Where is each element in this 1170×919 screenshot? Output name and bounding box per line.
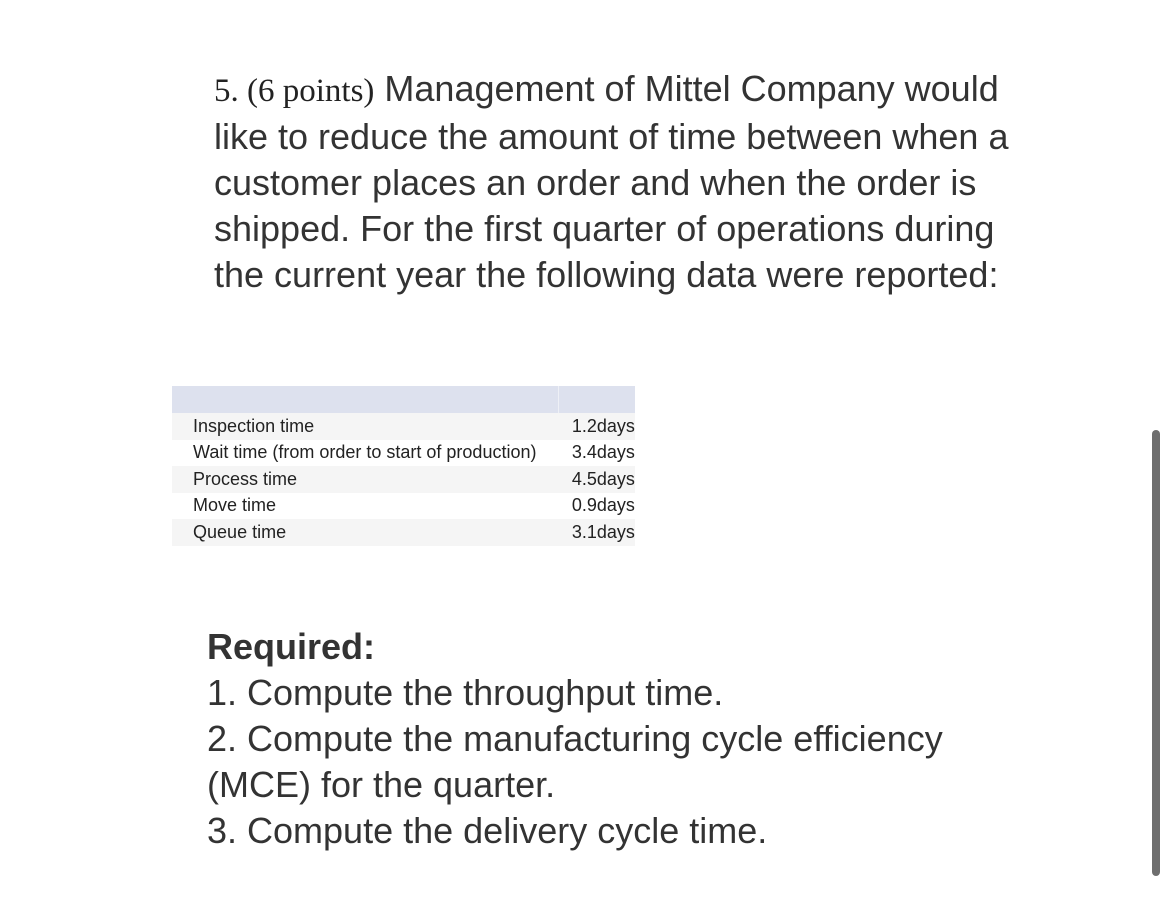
row-label: Queue time: [193, 519, 559, 546]
problem-text: Management of Mittel Company would like to reduce the amount of time between when a customer places an order and when the order is shipped. For the first quarter of operations during the current year the following data were reported:: [214, 68, 1009, 295]
required-item: 3. Compute the delivery cycle time.: [207, 810, 768, 851]
row-label: Inspection time: [193, 413, 559, 440]
required-item: 1. Compute the throughput time.: [207, 672, 724, 713]
table-header-cell: [172, 386, 559, 413]
table-row: [172, 519, 635, 546]
problem-statement: [214, 66, 1014, 298]
row-label: Move time: [193, 495, 277, 516]
table-header-cell: [559, 386, 635, 413]
table-header-row: [172, 386, 635, 413]
table-row: [172, 440, 635, 467]
row-label: Process time: [193, 466, 559, 493]
row-value: 4.5: [559, 466, 597, 493]
row-label: Wait time (from order to start of production): [193, 442, 537, 463]
row-value: 0.9: [571, 495, 597, 516]
row-value: 3.4: [571, 442, 597, 463]
row-unit: days: [597, 519, 635, 546]
table-row: [172, 413, 635, 440]
row-value: 3.1: [559, 519, 597, 546]
row-value: 1.2: [559, 413, 597, 440]
row-unit: days: [597, 466, 635, 493]
required-heading: Required:: [207, 626, 376, 667]
problem-number: 5. (6 points): [214, 73, 375, 109]
row-unit: days: [596, 442, 635, 463]
row-unit: days: [596, 495, 635, 516]
time-data-table: [172, 386, 635, 546]
table-row: [172, 466, 635, 493]
required-item: 2. Compute the manufacturing cycle efficiency (MCE) for the quarter.: [207, 718, 943, 805]
row-unit: days: [597, 413, 635, 440]
vertical-scrollbar[interactable]: [1152, 430, 1160, 876]
required-section: [207, 624, 1027, 854]
table-row: [172, 493, 635, 520]
